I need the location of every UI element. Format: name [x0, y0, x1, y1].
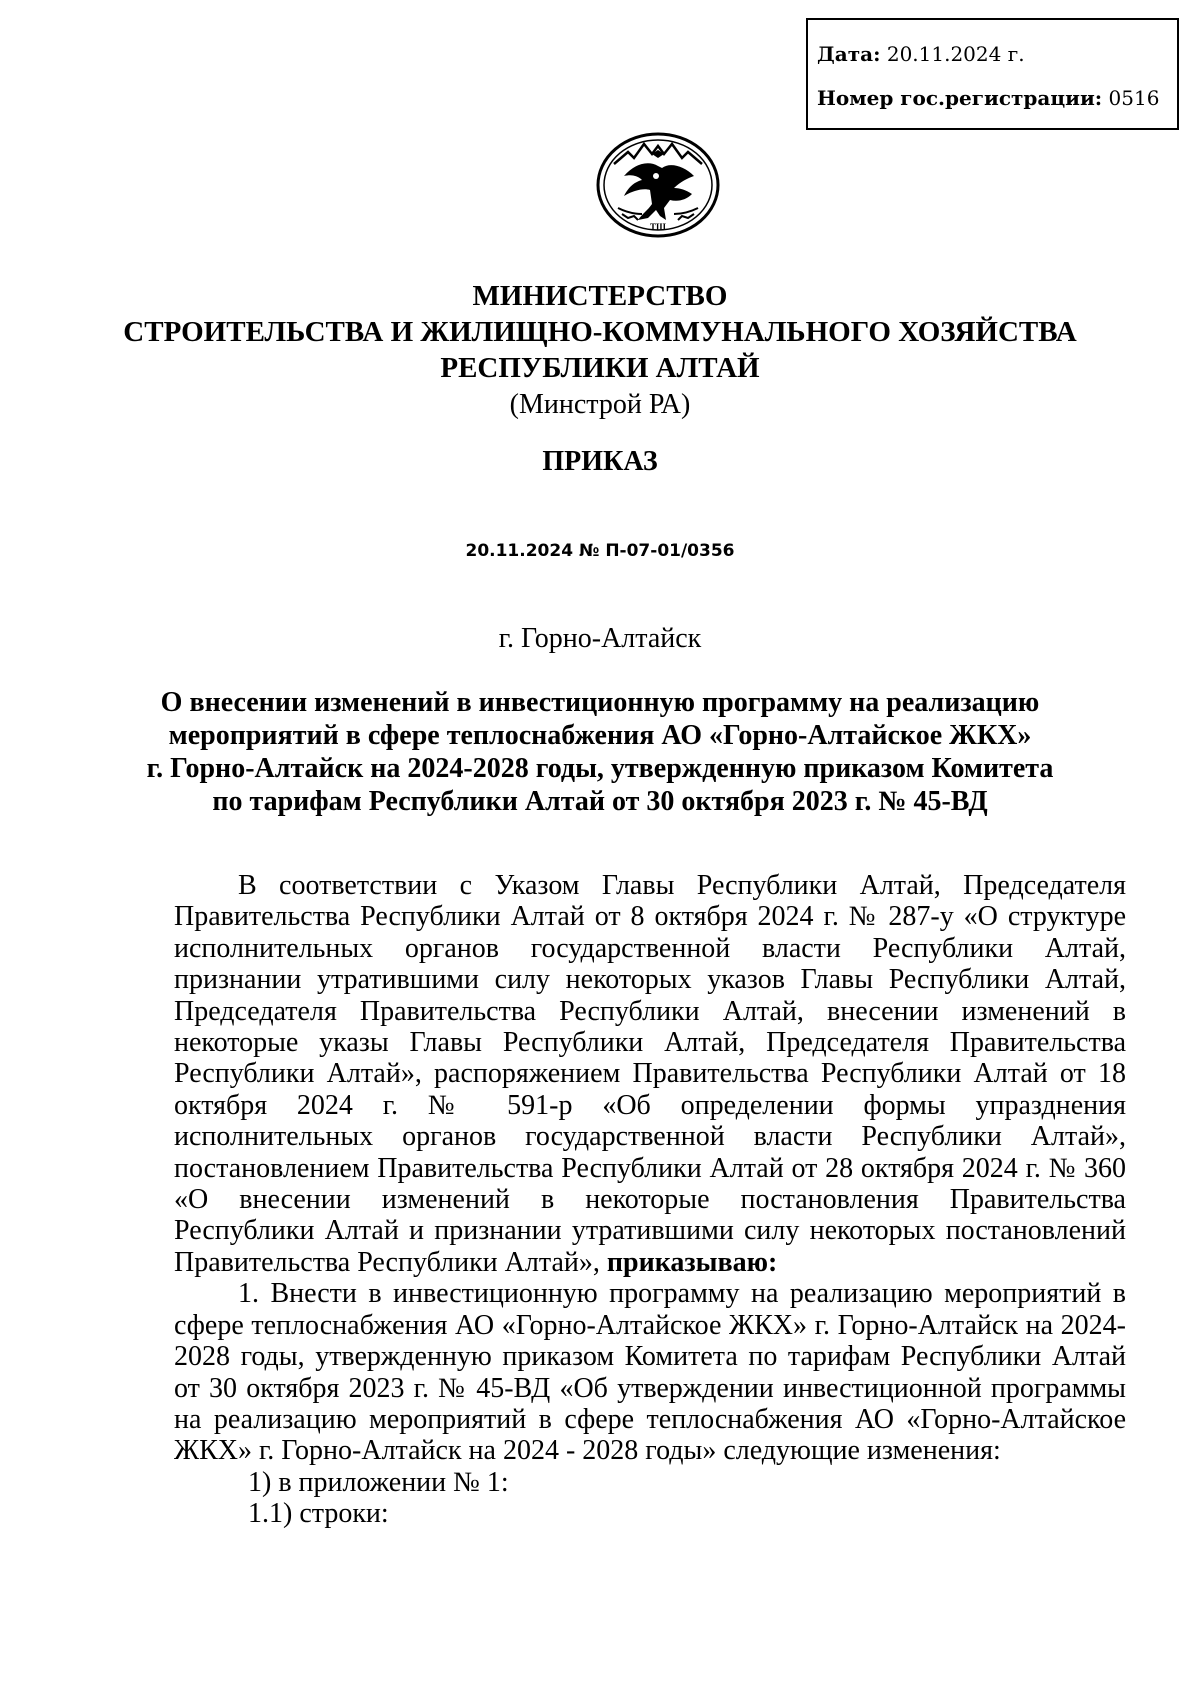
decree-word: приказываю:	[606, 1246, 778, 1278]
preamble-paragraph	[174, 870, 1126, 1278]
subject-line-2: мероприятий в сфере теплоснабжения АО «Горно-Алтайское ЖКХ»	[168, 720, 1032, 751]
registration-number: Номер гос.регистрации: 0516	[817, 86, 1160, 110]
registration-number-label: Номер гос.регистрации	[817, 86, 1095, 110]
ministry-line-3: РЕСПУБЛИКИ АЛТАЙ	[440, 352, 760, 384]
registration-date-value: 20.11.2024 г.	[886, 42, 1025, 66]
registration-stamp	[806, 18, 1179, 130]
subject-line-4: по тарифам Республики Алтай от 30 октября 2023 г. № 45-ВД	[212, 786, 988, 817]
subject-line-1: О внесении изменений в инвестиционную программу на реализацию	[160, 687, 1040, 718]
subpoint-1-1: 1.1) строки:	[248, 1498, 389, 1530]
ministry-name	[0, 278, 1200, 386]
order-city: г. Горно-Алтайск	[498, 623, 702, 654]
emblem-letters: ТШ	[650, 222, 666, 232]
subpoint-1: 1) в приложении № 1:	[248, 1466, 509, 1498]
ministry-short-name: (Минстрой РА)	[509, 389, 691, 420]
registration-date-label: Дата	[817, 42, 874, 66]
ministry-line-1: МИНИСТЕРСТВО	[472, 280, 728, 312]
subject-line-3: г. Горно-Алтайск на 2024-2028 годы, утвержденную приказом Комитета	[146, 753, 1054, 784]
registration-number-value: 0516	[1108, 86, 1160, 110]
point-1-paragraph: 1. Внести в инвестиционную программу на реализацию мероприятий в сфере теплоснабжения АО «Горно-Алтайское ЖКХ» г. Горно-Алтайск на 2024-2028 годы, утвержденную приказом Комитета по тарифам Республики Алтай от 30 октября 2023 г. № 45-ВД «Об утверждении инвестиционной программы на реализацию мероприятий в сфере теплоснабжения АО «Горно-Алтайское ЖКХ» г. Горно-Алтайск на 2024 - 2028 годы» следующие изменения:	[174, 1278, 1126, 1467]
ministry-line-2: СТРОИТЕЛЬСТВА И ЖИЛИЩНО-КОММУНАЛЬНОГО ХОЗЯЙСТВА	[123, 316, 1077, 348]
order-subject	[0, 686, 1200, 818]
order-body	[174, 870, 1126, 1530]
registration-date: Дата: 20.11.2024 г.	[817, 42, 1025, 66]
order-date-number: 20.11.2024 № П-07-01/0356	[465, 541, 735, 561]
coat-of-arms-icon	[594, 130, 722, 240]
preamble-text: В соответствии с Указом Главы Республики Алтай, Председателя Правительства Республики Алтай от 8 октября 2024 г. № 287-у «О структуре исполнительных органов государственной власти Республики Алтай, признании утратившими силу некоторых указов Главы Республики Алтай, Председателя Правительства Республики Алтай, внесении изменений в некоторые указы Главы Республики Алтай, Председателя Правительства Республики Алтай», распоряжением Правительства Республики Алтай от 18 октября 2024 г. № 591-р «Об определении формы упразднения исполнительных органов государственной власти Республики Алтай», постановлением Правительства Республики Алтай от 28 октября 2024 г. № 360 «О внесении изменений в некоторые постановления Правительства Республики Алтай и признании утратившими силу некоторых постановлений Правительства Республики Алтай»,	[174, 870, 1126, 1278]
document-title: ПРИКАЗ	[542, 446, 658, 477]
